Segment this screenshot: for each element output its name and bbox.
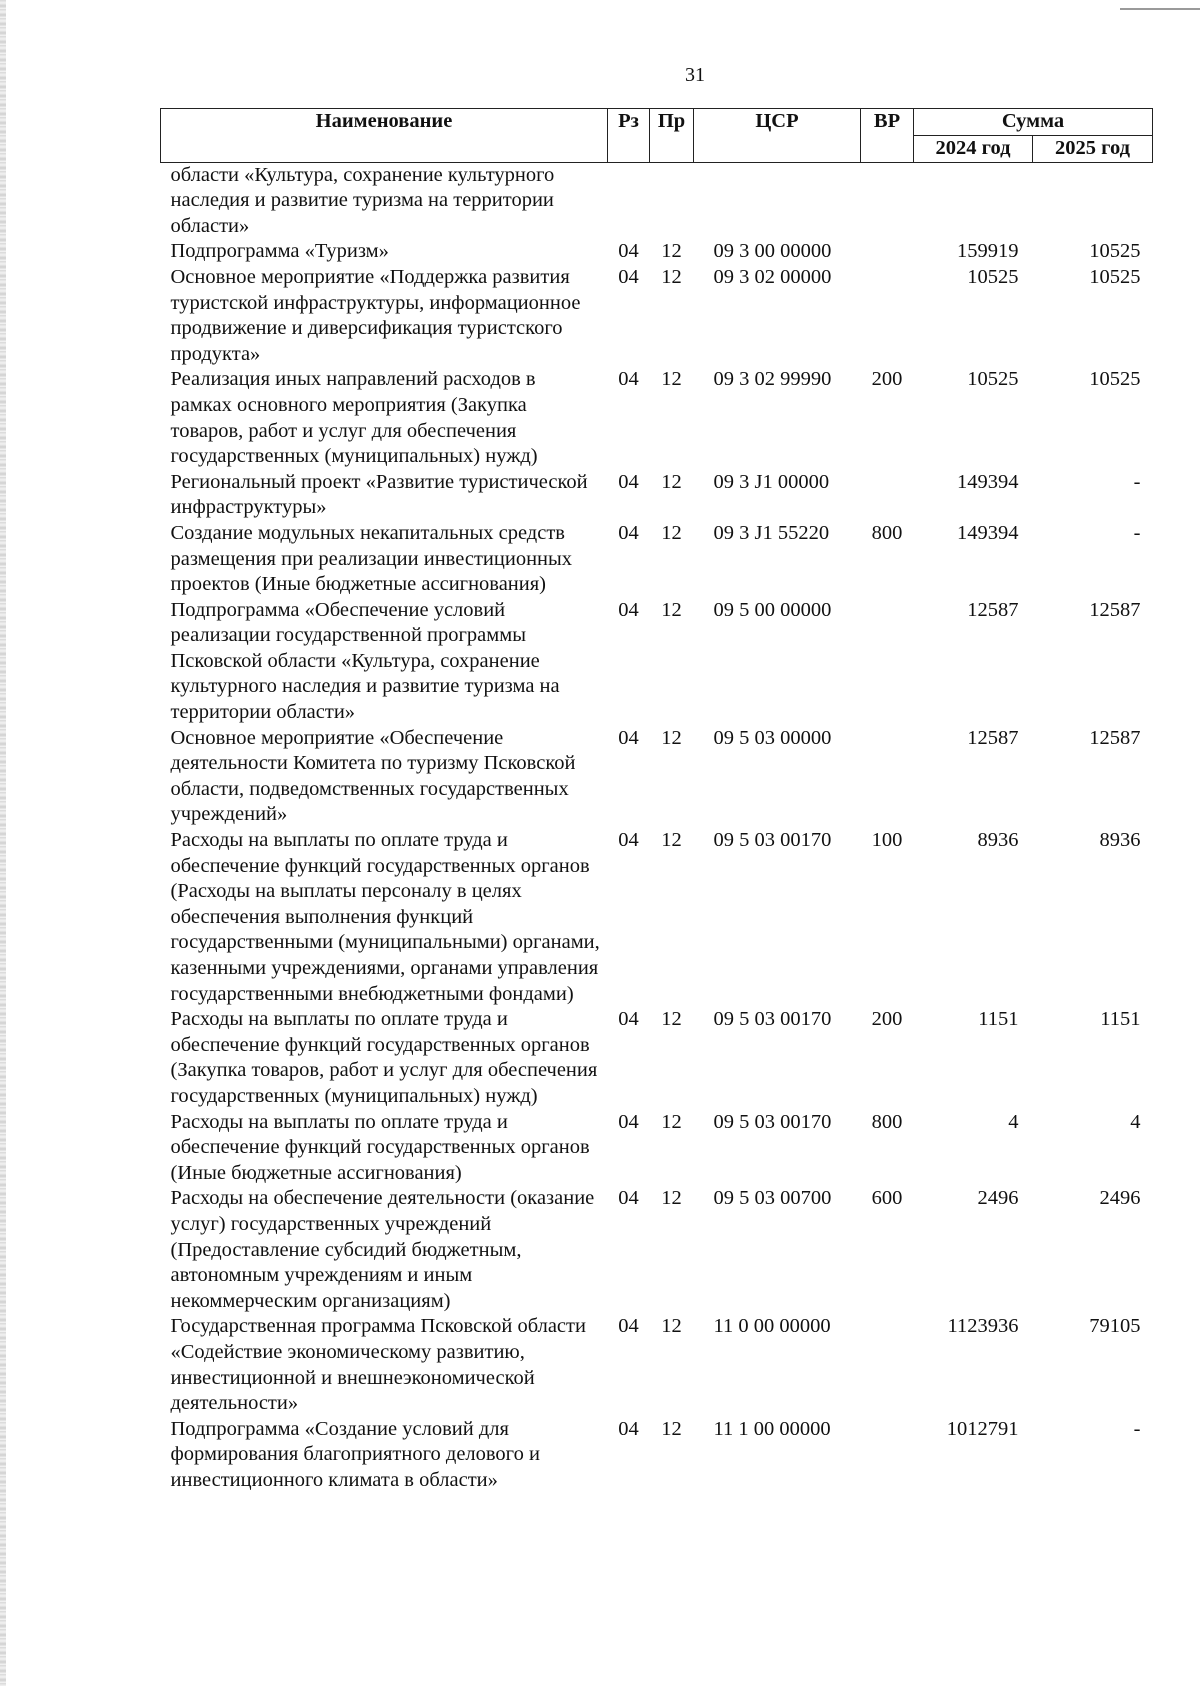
row-vr: 800 bbox=[871, 1110, 903, 1133]
row-pr: 12 bbox=[661, 265, 682, 288]
budget-table-container bbox=[160, 108, 1152, 1493]
row-rz: 04 bbox=[618, 1110, 639, 1133]
row-sum-2024: 10525 bbox=[967, 265, 1019, 288]
row-rz: 04 bbox=[618, 368, 639, 391]
table-row bbox=[161, 1186, 1153, 1314]
row-vr bbox=[861, 239, 914, 265]
table-body bbox=[161, 162, 1153, 1493]
row-csr: 09 3 J1 55220 bbox=[713, 521, 830, 544]
row-csr: 09 3 J1 00000 bbox=[713, 470, 830, 493]
row-name: Расходы на обеспечение деятельности (оказание услуг) государственных учреждений (Предоставление субсидий бюджетным, автономным учреждениям и иным некоммерческим организациям) bbox=[170, 1187, 595, 1312]
row-pr: 12 bbox=[661, 1417, 682, 1440]
row-pr: 12 bbox=[661, 470, 682, 493]
row-sum-2024: 1123936 bbox=[947, 1315, 1019, 1338]
row-sum-2025: 12587 bbox=[1089, 598, 1141, 621]
row-rz: 04 bbox=[618, 265, 639, 288]
row-vr: 200 bbox=[871, 1008, 903, 1031]
row-rz: 04 bbox=[618, 1315, 639, 1338]
header-rz: Рз bbox=[608, 109, 650, 163]
row-pr: 12 bbox=[661, 1008, 682, 1031]
row-name: Основное мероприятие «Обеспечение деятельности Комитета по туризму Псковской области, подведомственных государственных учреждений» bbox=[170, 726, 576, 826]
row-name: Расходы на выплаты по оплате труда и обеспечение функций государственных органов (Закупка товаров, работ и услуг для обеспечения государственных (муниципальных) нужд) bbox=[170, 1008, 598, 1107]
row-sum-2024: 10525 bbox=[967, 368, 1019, 391]
row-sum-2025: 1151 bbox=[1100, 1008, 1141, 1031]
table-row bbox=[161, 162, 1153, 239]
row-rz: 04 bbox=[618, 829, 639, 852]
budget-table bbox=[160, 108, 1153, 1493]
row-vr bbox=[861, 1314, 914, 1416]
row-csr: 09 5 03 00170 bbox=[713, 829, 832, 852]
row-sum-2025: - bbox=[1133, 1417, 1141, 1440]
row-sum-2025: 12587 bbox=[1089, 726, 1141, 749]
table-row bbox=[161, 239, 1153, 265]
row-pr: 12 bbox=[661, 1187, 682, 1210]
row-csr bbox=[694, 162, 861, 239]
scan-edge-top bbox=[1120, 8, 1200, 10]
row-vr: 100 bbox=[871, 829, 903, 852]
row-csr: 09 3 02 99990 bbox=[713, 368, 832, 391]
row-vr bbox=[861, 598, 914, 726]
row-sum-2025: 4 bbox=[1130, 1110, 1141, 1133]
row-vr bbox=[861, 726, 914, 828]
table-row bbox=[161, 598, 1153, 726]
table-row bbox=[161, 1110, 1153, 1187]
table-row bbox=[161, 726, 1153, 828]
row-sum-2024: 2496 bbox=[977, 1187, 1019, 1210]
row-sum-2024: 159919 bbox=[957, 240, 1019, 263]
row-vr: 800 bbox=[871, 521, 903, 544]
row-vr bbox=[861, 265, 914, 367]
row-name: Подпрограмма «Создание условий для формирования благоприятного делового и инвестиционного климата в области» bbox=[170, 1417, 540, 1491]
row-rz: 04 bbox=[618, 240, 639, 263]
row-rz bbox=[608, 162, 650, 239]
table-row bbox=[161, 470, 1153, 521]
row-sum-2024: 4 bbox=[1008, 1110, 1019, 1133]
header-year-2024: 2024 год bbox=[914, 136, 1033, 163]
row-sum-2025: - bbox=[1133, 521, 1141, 544]
row-sum-2025: 2496 bbox=[1099, 1187, 1141, 1210]
row-vr bbox=[861, 470, 914, 521]
row-rz: 04 bbox=[618, 1417, 639, 1440]
row-sum-2024: 12587 bbox=[967, 598, 1019, 621]
row-name: области «Культура, сохранение культурного наследия и развитие туризма на территории области» bbox=[170, 163, 555, 237]
row-pr: 12 bbox=[661, 521, 682, 544]
row-name: Региональный проект «Развитие туристической инфраструктуры» bbox=[170, 470, 588, 519]
header-vr: ВР bbox=[861, 109, 914, 163]
row-csr: 09 5 03 00700 bbox=[713, 1187, 832, 1210]
row-name: Основное мероприятие «Поддержка развития туристской инфраструктуры, информационное продвижение и диверсификация туристского продукта» bbox=[170, 265, 581, 365]
row-pr: 12 bbox=[661, 1315, 682, 1338]
row-sum-2024: 149394 bbox=[957, 470, 1019, 493]
row-sum-2024 bbox=[914, 162, 1033, 239]
row-sum-2025: 79105 bbox=[1089, 1315, 1141, 1338]
row-sum-2025: - bbox=[1133, 470, 1141, 493]
header-year-2025: 2025 год bbox=[1033, 136, 1153, 163]
row-name: Государственная программа Псковской области «Содействие экономическому развитию, инвестиционной и внешнеэкономической деятельности» bbox=[170, 1315, 586, 1415]
row-vr bbox=[861, 1417, 914, 1494]
row-sum-2024: 12587 bbox=[967, 726, 1019, 749]
row-pr: 12 bbox=[661, 726, 682, 749]
header-sum: Сумма bbox=[914, 109, 1153, 136]
table-row bbox=[161, 521, 1153, 598]
row-csr: 11 0 00 00000 bbox=[713, 1315, 831, 1338]
row-sum-2025 bbox=[1033, 162, 1153, 239]
row-pr: 12 bbox=[661, 598, 682, 621]
row-vr: 200 bbox=[871, 368, 903, 391]
row-csr: 09 5 03 00000 bbox=[713, 726, 832, 749]
table-row bbox=[161, 828, 1153, 1007]
row-name: Реализация иных направлений расходов в рамках основного мероприятия (Закупка товаров, работ и услуг для обеспечения государственных (муниципальных) нужд) bbox=[170, 368, 538, 468]
row-pr: 12 bbox=[661, 240, 682, 263]
row-rz: 04 bbox=[618, 521, 639, 544]
row-csr: 09 5 00 00000 bbox=[713, 598, 832, 621]
header-name: Наименование bbox=[161, 109, 608, 163]
page-number: 31 bbox=[685, 64, 705, 86]
row-vr: 600 bbox=[871, 1187, 903, 1210]
table-row bbox=[161, 1007, 1153, 1109]
row-rz: 04 bbox=[618, 1187, 639, 1210]
row-rz: 04 bbox=[618, 726, 639, 749]
row-name: Расходы на выплаты по оплате труда и обеспечение функций государственных органов (Расходы на выплаты персоналу в целях обеспечения выполнения функций государственными (муниципальными) органами, казенными учреждениями, органами управления государственными внебюджетными фондами) bbox=[170, 829, 600, 1005]
table-row bbox=[161, 1417, 1153, 1494]
table-header bbox=[161, 109, 1153, 163]
row-sum-2024: 8936 bbox=[977, 829, 1019, 852]
row-name: Создание модульных некапитальных средств размещения при реализации инвестиционных проектов (Иные бюджетные ассигнования) bbox=[170, 521, 573, 596]
row-name: Подпрограмма «Туризм» bbox=[170, 240, 389, 263]
table-row bbox=[161, 265, 1153, 367]
row-sum-2024: 1012791 bbox=[946, 1417, 1019, 1440]
row-pr bbox=[650, 162, 694, 239]
row-csr: 09 5 03 00170 bbox=[713, 1008, 832, 1031]
table-row bbox=[161, 367, 1153, 469]
row-csr: 11 1 00 00000 bbox=[713, 1417, 831, 1440]
row-sum-2025: 10525 bbox=[1089, 265, 1141, 288]
row-sum-2024: 1151 bbox=[978, 1008, 1019, 1031]
row-rz: 04 bbox=[618, 598, 639, 621]
scan-edge-left bbox=[0, 0, 6, 1686]
row-csr: 09 3 00 00000 bbox=[713, 240, 832, 263]
header-pr: Пр bbox=[650, 109, 694, 163]
row-csr: 09 5 03 00170 bbox=[713, 1110, 832, 1133]
row-sum-2025: 10525 bbox=[1089, 368, 1141, 391]
row-sum-2025: 10525 bbox=[1089, 240, 1141, 263]
row-name: Расходы на выплаты по оплате труда и обеспечение функций государственных органов (Иные бюджетные ассигнования) bbox=[170, 1110, 590, 1184]
row-rz: 04 bbox=[618, 1008, 639, 1031]
row-pr: 12 bbox=[661, 1110, 682, 1133]
row-pr: 12 bbox=[661, 829, 682, 852]
row-csr: 09 3 02 00000 bbox=[713, 265, 832, 288]
row-vr bbox=[861, 162, 914, 239]
row-sum-2024: 149394 bbox=[957, 521, 1019, 544]
row-name: Подпрограмма «Обеспечение условий реализации государственной программы Псковской области «Культура, сохранение культурного наследия и развитие туризма на территории области» bbox=[170, 598, 560, 724]
row-sum-2025: 8936 bbox=[1099, 829, 1141, 852]
header-csr: ЦСР bbox=[694, 109, 861, 163]
row-rz: 04 bbox=[618, 470, 639, 493]
table-row bbox=[161, 1314, 1153, 1416]
row-pr: 12 bbox=[661, 368, 682, 391]
